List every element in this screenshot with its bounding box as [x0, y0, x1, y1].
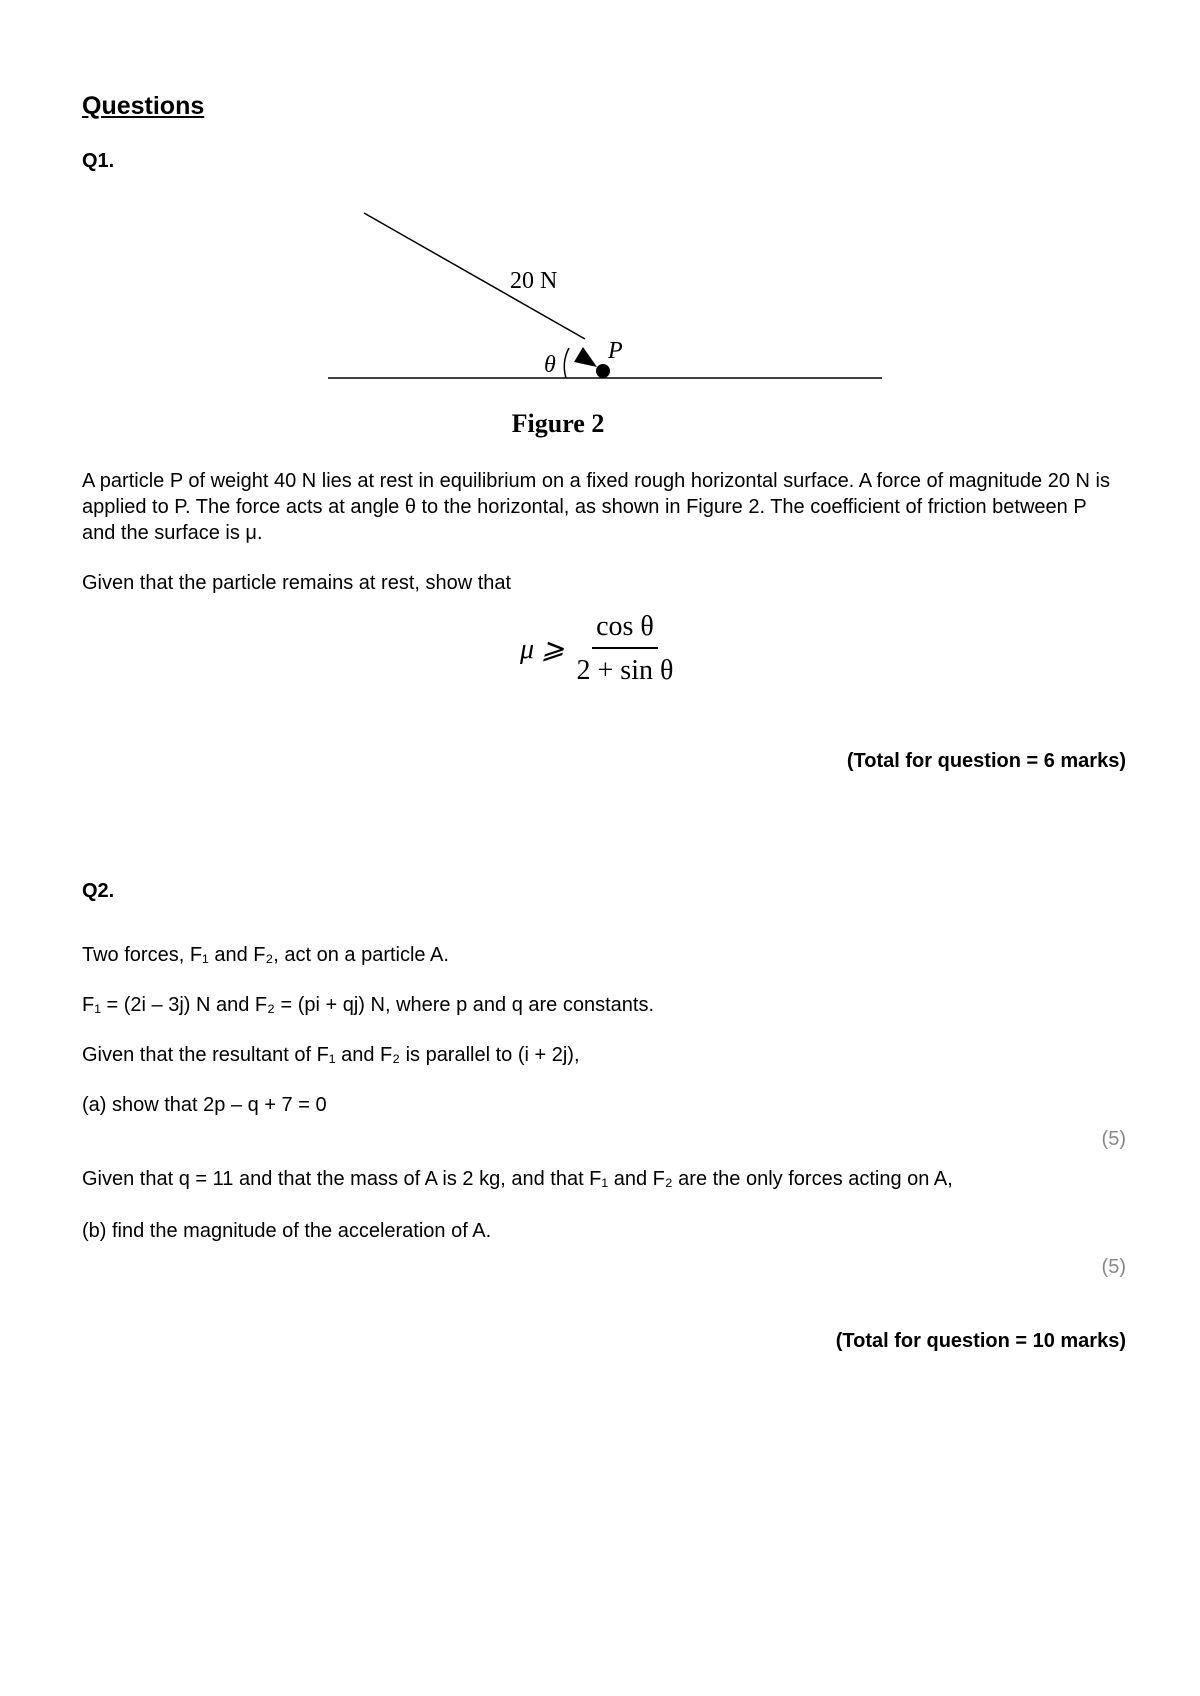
force-label: 20 N [510, 268, 558, 294]
force-diagram [320, 200, 900, 440]
angle-arc [564, 348, 569, 378]
formula-fraction [573, 611, 678, 687]
figure-caption: Figure 2 [511, 409, 605, 438]
question-2-part-b: (b) find the magnitude of the acceleration of A. [82, 1220, 492, 1242]
formula-numerator: cos θ [592, 611, 658, 649]
question-1-text: A particle P of weight 40 N lies at rest in equilibrium on a fixed rough horizontal surface. A force of magnitude 20 N is applied to P. The force acts at angle θ to the horizontal, as shown in Figure 2. The coefficient of friction between P and the surface is μ. [82, 470, 1110, 544]
question-2-line-3: Given that the resultant of F₁ and F₂ is parallel to (i + 2j), [82, 1044, 580, 1066]
question-1-label: Q1. [82, 150, 115, 172]
page-heading: Questions [82, 92, 205, 120]
question-1-total: (Total for question = 6 marks) [846, 750, 1126, 772]
force-arrowhead [574, 347, 597, 367]
question-2-line-1: Two forces, F₁ and F₂, act on a particle A. [82, 944, 449, 966]
inequality-formula [520, 608, 677, 690]
question-2-part-a-marks: (5) [1101, 1128, 1126, 1150]
question-2-part-b-marks: (5) [1101, 1256, 1126, 1278]
particle-label: P [608, 338, 623, 364]
figure-2 [320, 200, 900, 440]
question-2-line-4: Given that q = 11 and that the mass of A is 2 kg, and that F₁ and F₂ are the only forces acting on A, [82, 1168, 953, 1190]
question-2-part-a: (a) show that 2p – q + 7 = 0 [82, 1094, 327, 1116]
angle-label: θ [544, 352, 556, 378]
formula-denominator: 2 + sin θ [576, 655, 674, 686]
formula-lhs: μ ⩾ [520, 634, 565, 665]
question-2-line-2: F₁ = (2i – 3j) N and F₂ = (pi + qj) N, where p and q are constants. [82, 994, 655, 1016]
question-1-prompt: Given that the particle remains at rest, show that [82, 572, 512, 594]
question-2-total: (Total for question = 10 marks) [835, 1330, 1126, 1352]
question-2-label: Q2. [82, 880, 115, 902]
particle-dot [596, 364, 610, 378]
